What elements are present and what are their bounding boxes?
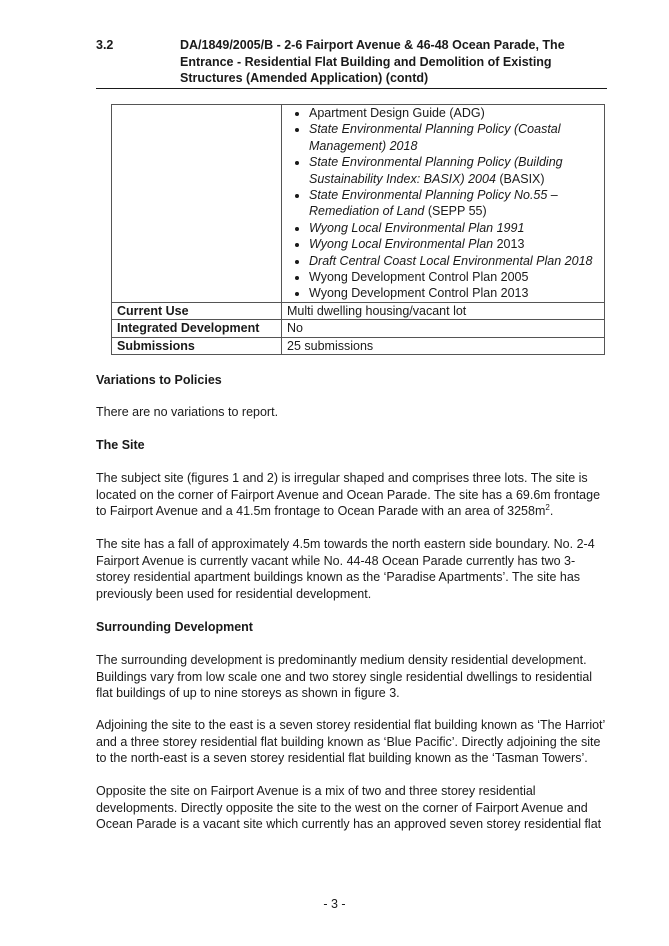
table-value-cell: 25 submissions (282, 337, 605, 354)
variations-heading (96, 372, 608, 389)
paragraph: The surrounding development is predominantly medium density residential development. Buildings vary from low scale one and two storey single residential dwellings to residential flat buildings of up to nine storeys as shown in figure 3. (96, 653, 593, 700)
paragraph-end: . (549, 504, 554, 518)
policy-list-item (309, 154, 599, 187)
item-title: DA/1849/2005/B - 2-6 Fairport Avenue & 46-48 Ocean Parade, The Entrance - Residential Flat Building and Demolition of Existing Structures (Amended Application) (contd) (180, 38, 565, 85)
table-row (112, 302, 605, 319)
policy-title-italic: Draft Central Coast Local Environmental Plan 2018 (309, 253, 593, 268)
table-label-cell: Current Use (112, 302, 282, 319)
paragraph: There are no variations to report. (96, 405, 279, 419)
policy-title-text: 2013 (493, 237, 525, 252)
policy-title-italic: Wyong Local Environmental Plan 1991 (309, 220, 525, 235)
paragraph (96, 470, 608, 520)
superscript: 2 (545, 502, 550, 512)
paragraph: Adjoining the site to the east is a seven storey residential flat building known as ‘The Harriot’ and a three storey residential flat building known as ‘Blue Pacific’. Directly adjoining the site to the north-east is a seven storey residential flat building known as the ‘Tasman Towers’. (96, 718, 605, 765)
table-value-cell: No (282, 320, 605, 337)
paragraph: Opposite the site on Fairport Avenue is a mix of two and three storey residential developments. Directly opposite the site to the west on the corner of Fairport Avenue and Ocean Parade is a vacant site which currently has an approved seven storey residential flat (96, 784, 602, 831)
policy-list-item (309, 220, 599, 236)
variations-paragraph (96, 404, 608, 421)
surrounding-paragraph-2 (96, 717, 608, 767)
policy-list-item (309, 253, 599, 269)
policy-list-item (309, 269, 599, 285)
policy-title-italic: Wyong Local Environmental Plan (309, 237, 494, 252)
paragraph: The site has a fall of approximately 4.5m towards the north eastern side boundary. No. 2-4 Fairport Avenue is currently vacant while No. 44-48 Ocean Parade currently has two 3-storey residential apartment buildings known as the ‘Paradise Apartments’. The site has previously been used for residential development. (96, 537, 595, 601)
policy-title-text: (BASIX) (495, 171, 545, 186)
table-value-cell: Multi dwelling housing/vacant lot (282, 302, 605, 319)
policy-title-text: Apartment Design Guide (ADG) (309, 106, 485, 120)
section-heading: Surrounding Development (96, 620, 253, 634)
policy-title-italic: State Environmental Planning Policy (Building Sustainability Index: BASIX) 2004 (309, 155, 563, 186)
header-rule (96, 88, 607, 89)
surrounding-paragraph-3 (96, 783, 608, 833)
item-number: 3.2 (96, 38, 114, 52)
policies-cell (282, 105, 605, 303)
page-number: - 3 - (323, 897, 346, 911)
table-row (112, 105, 605, 303)
surrounding-paragraph-1 (96, 652, 608, 702)
policy-list-item (309, 236, 599, 252)
section-heading: The Site (96, 438, 145, 452)
policy-title-italic: State Environmental Planning Policy No.55 – Remediation of Land (309, 188, 558, 219)
site-heading (96, 437, 608, 454)
policy-list-item (309, 121, 599, 154)
policy-title-text: (SEPP 55) (424, 204, 487, 219)
paragraph-text: The subject site (figures 1 and 2) is irregular shaped and comprises three lots. The site is located on the corner of Fairport Avenue and Ocean Parade. The site has a 69.6m frontage to Fairport Avenue and a 41.5m frontage to Ocean Parade with an area of 3258m (96, 471, 601, 518)
site-paragraph-1 (96, 470, 608, 520)
table-row (112, 320, 605, 337)
table-label-cell: Integrated Development (112, 320, 282, 337)
surrounding-heading (96, 619, 608, 636)
policy-list-item (309, 105, 599, 121)
policy-title-italic: State Environmental Planning Policy (Coastal Management) 2018 (309, 122, 561, 153)
policy-title-text: Wyong Development Control Plan 2005 (309, 270, 529, 285)
site-paragraph-2 (96, 536, 608, 602)
section-heading: Variations to Policies (96, 373, 222, 387)
policy-list-item (309, 285, 599, 301)
table-row (112, 337, 605, 354)
table-label-cell: Submissions (112, 337, 282, 354)
policy-title-text: Wyong Development Control Plan 2013 (309, 286, 529, 301)
table-label-cell (112, 105, 282, 303)
policy-list (287, 105, 599, 302)
policy-list-item (309, 187, 599, 220)
application-summary-table (111, 104, 605, 355)
